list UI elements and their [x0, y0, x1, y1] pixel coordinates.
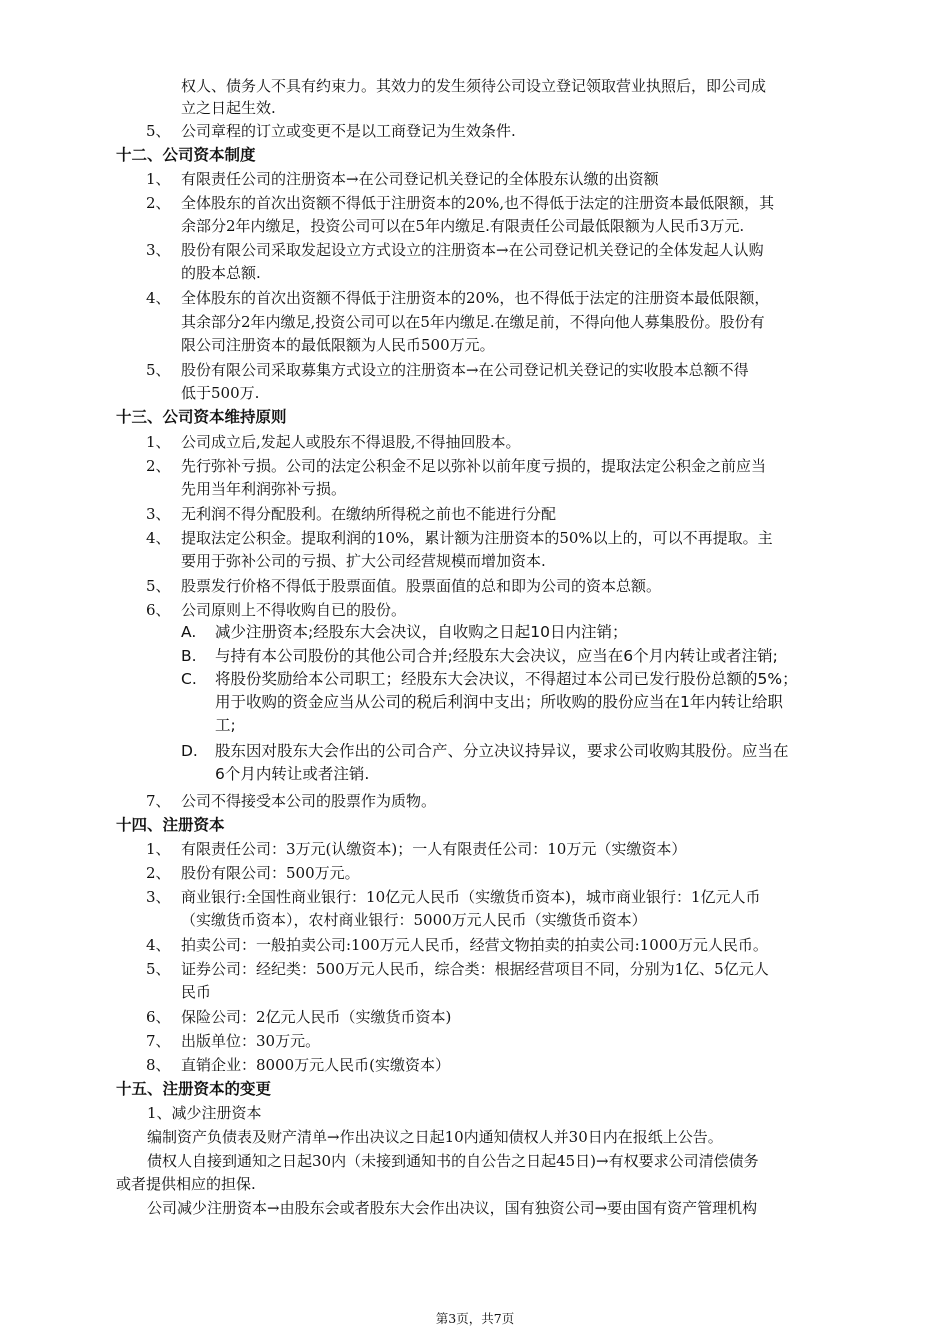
text-line: 1、减少注册资本	[147, 1104, 262, 1122]
list-number: 2、	[146, 457, 171, 475]
text-line: 民币	[181, 983, 212, 1001]
section-heading: 十二、公司资本制度	[116, 146, 256, 164]
list-number: 3、	[146, 888, 171, 906]
list-number: 3、	[146, 505, 171, 523]
text-line: 直销企业：8000万元人民币(实缴资本）	[181, 1056, 451, 1074]
list-number: 2、	[146, 864, 171, 882]
text-line: 股东因对股东大会作出的公司合产、分立决议持异议，要求公司收购其股份。应当在	[215, 742, 789, 760]
text-line: 编制资产负债表及财产清单→作出决议之日起10内通知债权人并30日内在报纸上公告。	[147, 1128, 723, 1146]
list-number: 8、	[146, 1056, 171, 1074]
text-line: 要用于弥补公司的亏损、扩大公司经营规模而增加资本.	[181, 552, 546, 570]
list-number: 7、	[146, 1032, 171, 1050]
text-line: 证券公司：经纪类：500万元人民币，综合类：根据经营项目不同，分别为1亿、5亿元人	[181, 960, 769, 978]
text-line: 立之日起生效.	[181, 99, 276, 117]
list-number: 6、	[146, 1008, 171, 1026]
text-line: 权人、债务人不具有约束力。其效力的发生须待公司设立登记领取营业执照后，即公司成	[181, 77, 767, 95]
text-line: 先用当年利润弥补亏损。	[181, 480, 347, 498]
list-number: 5、	[146, 361, 171, 379]
section-heading: 十四、注册资本	[116, 816, 225, 834]
text-line: 公司成立后,发起人或股东不得退股,不得抽回股本。	[181, 433, 521, 451]
text-line: 有限责任公司的注册资本→在公司登记机关登记的全体股东认缴的出资额	[181, 170, 659, 188]
list-number: 7、	[146, 792, 171, 810]
list-number: 5、	[146, 122, 171, 140]
text-line: 与持有本公司股份的其他公司合并;经股东大会决议，应当在6个月内转让或者注销;	[215, 647, 778, 665]
text-line: 全体股东的首次出资额不得低于注册资本的20%，也不得低于法定的注册资本最低限额，	[181, 289, 770, 307]
text-line: 公司章程的订立或变更不是以工商登记为生效条件.	[181, 122, 516, 140]
text-line: （实缴货币资本），农村商业银行：5000万元人民币（实缴货币资本）	[181, 911, 647, 929]
text-line: 出版单位：30万元。	[181, 1032, 321, 1050]
list-number: 4、	[146, 289, 171, 307]
text-line: 用于收购的资金应当从公司的税后利润中支出；所收购的股份应当在1年内转让给职	[215, 693, 783, 711]
list-number: 4、	[146, 936, 171, 954]
text-line: 工;	[215, 716, 236, 734]
page-footer: 第3页，共7页	[435, 1311, 515, 1326]
text-line: 公司不得接受本公司的股票作为质物。	[181, 792, 437, 810]
text-line: 的股本总额.	[181, 264, 261, 282]
text-line: 减少注册资本;经股东大会决议，自收购之日起10日内注销；	[215, 623, 628, 641]
text-line: 股份有限公司采取发起设立方式设立的注册资本→在公司登记机关登记的全体发起人认购	[181, 241, 764, 259]
text-line: 其余部分2年内缴足,投资公司可以在5年内缴足.在缴足前，不得向他人募集股份。股份有	[181, 313, 765, 331]
text-line: 商业银行:全国性商业银行：10亿元人民币（实缴货币资本)，城市商业银行：1亿元人币	[181, 888, 761, 906]
text-line: 债权人自接到通知之日起30内（未接到通知书的自公告之日起45日)→有权要求公司清偿债务	[147, 1152, 759, 1170]
list-number: 5、	[146, 577, 171, 595]
list-number: 5、	[146, 960, 171, 978]
sub-item-letter: A.	[181, 623, 197, 641]
sub-item-letter: C.	[181, 670, 197, 688]
text-line: 余部分2年内缴足，投资公司可以在5年内缴足.有限责任公司最低限额为人民币3万元.	[181, 217, 745, 235]
text-line: 全体股东的首次出资额不得低于注册资本的20%,也不得低于法定的注册资本最低限额，其	[181, 194, 775, 212]
section-heading: 十五、注册资本的变更	[116, 1080, 272, 1098]
text-line: 公司减少注册资本→由股东会或者股东大会作出决议，国有独资公司→要由国有资产管理机构	[147, 1199, 758, 1217]
text-line: 无利润不得分配股利。在缴纳所得税之前也不能进行分配	[181, 505, 557, 523]
text-line: 股票发行价格不得低于股票面值。股票面值的总和即为公司的资本总额。	[181, 577, 662, 595]
sub-item-letter: D.	[181, 742, 198, 760]
text-line: 先行弥补亏损。公司的法定公积金不足以弥补以前年度亏损的，提取法定公积金之前应当	[181, 457, 767, 475]
text-line: 股份有限公司采取募集方式设立的注册资本→在公司登记机关登记的实收股本总额不得	[181, 361, 749, 379]
text-line: 限公司注册资本的最低限额为人民币500万元。	[181, 336, 495, 354]
list-number: 3、	[146, 241, 171, 259]
text-line: 保险公司：2亿元人民币（实缴货币资本)	[181, 1008, 452, 1026]
section-heading: 十三、公司资本维持原则	[116, 408, 287, 426]
list-number: 4、	[146, 529, 171, 547]
text-line: 提取法定公积金。提取利润的10%，累计额为注册资本的50%以上的，可以不再提取。主	[181, 529, 773, 547]
text-line: 拍卖公司：一般拍卖公司:100万元人民币，经营文物拍卖的拍卖公司:1000万元人民币。	[181, 936, 768, 954]
text-line: 股份有限公司：500万元。	[181, 864, 360, 882]
text-line: 有限责任公司：3万元(认缴资本)；一人有限责任公司：10万元（实缴资本）	[181, 840, 687, 858]
list-number: 1、	[146, 433, 171, 451]
list-number: 1、	[146, 170, 171, 188]
text-line: 低于500万.	[181, 384, 260, 402]
list-number: 1、	[146, 840, 171, 858]
list-number: 2、	[146, 194, 171, 212]
text-line: 或者提供相应的担保.	[116, 1175, 256, 1193]
list-number: 6、	[146, 601, 171, 619]
text-line: 公司原则上不得收购自已的股份。	[181, 601, 407, 619]
text-line: 将股份奖励给本公司职工；经股东大会决议，不得超过本公司已发行股份总额的5%；	[215, 670, 798, 688]
sub-item-letter: B.	[181, 647, 197, 665]
text-line: 6个月内转让或者注销.	[215, 765, 370, 783]
